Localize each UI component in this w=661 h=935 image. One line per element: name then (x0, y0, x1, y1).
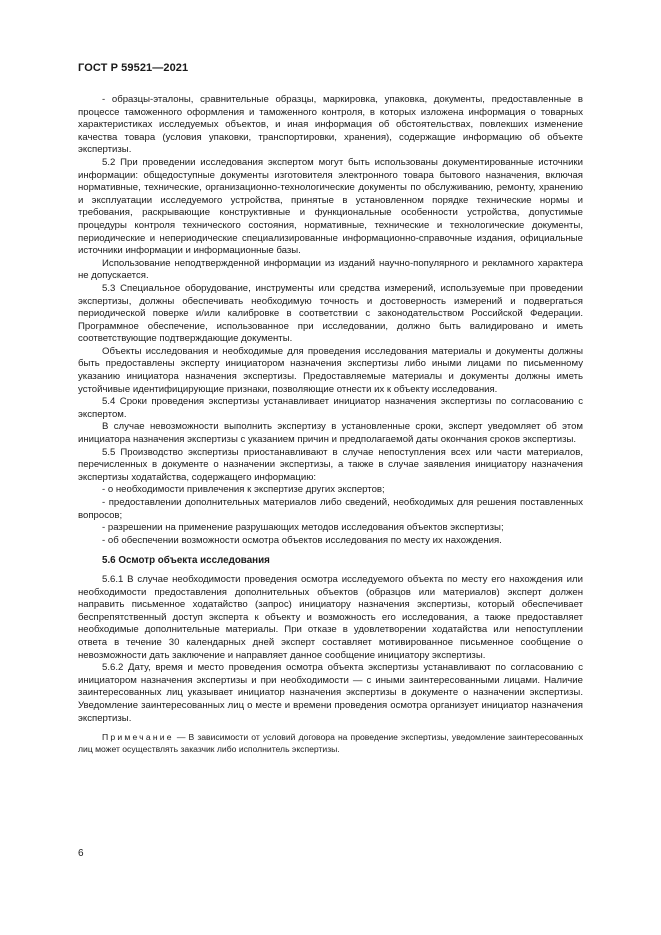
paragraph-5-2: 5.2 При проведении исследования экспертом могут быть использованы документированные источники информации: общедоступные документы изготовителя электронного товара бытового назначения, включая нормативные, технические, организационно-технологические документы по обслуживанию, ремонту, хранению и эксплуатации исследуемого устройства, принятые в установленном порядке технические нормы и требования, раскрывающие конструктивные и функциональные особенности устройства, допустимые процедуры контроля технического состояния, нормативные, технические и технологические документы, периодические и непериодические специализированные информационно-справочные издания, официальные источники информации и информационные базы. (78, 156, 583, 257)
note-text: — В зависимости от условий договора на проведение экспертизы, уведомление заинтересованных лиц может осуществлять заказчик либо исполнитель экспертизы. (78, 732, 583, 754)
document-id: ГОСТ Р 59521—2021 (78, 62, 189, 74)
note-label: Примечание (102, 732, 174, 743)
list-item-destructive: - разрешении на применение разрушающих методов исследования объектов экспертизы; (102, 522, 504, 534)
paragraph-5-4: 5.4 Сроки проведения экспертизы устанавливает инициатор назначения экспертизы по согласованию с экспертом. (78, 396, 583, 420)
paragraph-samples: - образцы-эталоны, сравнительные образцы, маркировка, упаковка, документы, предоставленные в процессе таможенного оформления и таможенного контроля, в которых изложена информация о товарных характеристиках исследуемых объектов, и иная информация об обстоятельствах, повлекших изменение качества товара (условия упаковки, транспортировки, хранения), содержащие информацию об объекте экспертизы. (78, 94, 583, 156)
paragraph-5-5: 5.5 Производство экспертизы приостанавливают в случае непоступления всех или части материалов, перечисленных в документе о назначении экспертизы, а также в случае заявления инициатору назначения экспертизы ходатайства, содержащего информацию: (78, 446, 583, 483)
section-title-5-6: 5.6 Осмотр объекта исследования (102, 555, 270, 567)
page-number: 6 (78, 848, 84, 859)
paragraph-5-3: 5.3 Специальное оборудование, инструменты или средства измерений, используемые при проведении экспертизы, должны обеспечивать необходимую точность и достоверность измерений и подвергаться периодической поверке и/или калибровке в соответствии с законодательством Российской Федерации. Программное обеспечение, использованное при исследовании, должно быть валидировано и иметь соответствующие подтверждающие документы. (78, 282, 583, 345)
note (78, 732, 583, 755)
paragraph-deadline: В случае невозможности выполнить экспертизу в установленные сроки, эксперт уведомляет об этом инициатора назначения экспертизы с указанием причин и предполагаемой даты окончания сроков экспертизы. (78, 421, 583, 446)
list-item-materials: - предоставлении дополнительных материалов либо сведений, необходимых для решения поставленных вопросов; (78, 497, 583, 521)
list-item-inspection: - об обеспечении возможности осмотра объектов исследования по месту их нахождения. (102, 534, 502, 546)
list-item-experts: - о необходимости привлечения к экспертизе других экспертов; (102, 484, 385, 496)
body-text (78, 94, 583, 755)
paragraph-unverified-info: Использование неподтвержденной информации из изданий научно-популярного и рекламного характера не допускается. (78, 257, 583, 282)
paragraph-5-6-2: 5.6.2 Дату, время и место проведения осмотра объекта экспертизы устанавливают по согласованию с инициатором назначения экспертизы и при необходимости — с иными заинтересованными лицами. Наличие заинтересованных лиц указывает инициатор назначения экспертизы в документе о назначении экспертизы. Уведомление заинтересованных лиц о месте и времени проведения осмотра организует инициатор назначения экспертизы. (78, 662, 583, 724)
paragraph-5-6-1: 5.6.1 В случае необходимости проведения осмотра исследуемого объекта по месту его нахождения или необходимости предоставления дополнительных объектов (образцов или материалов) эксперт должен направить письменное ходатайство (запрос) инициатору назначения экспертизы, который обеспечивает беспрепятственный доступ эксперта к объекту и возможность его исследования, а также предоставляет необходимые дополнительные материалы. При отказе в удовлетворении ходатайства или непоступлении ответа в течение 30 календарных дней эксперт составляет мотивированное письменное сообщение о невозможности дать заключение и направляет данное сообщение инициатору экспертизы. (78, 573, 583, 661)
paragraph-objects: Объекты исследования и необходимые для проведения исследования материалы и документы должны быть предоставлены эксперту инициатором назначения экспертизы либо иными лицами по письменному указанию инициатора назначения экспертизы. Предоставляемые материалы и документы должны иметь устойчивые идентифицирующие признаки, позволяющие отнести их к объекту исследования. (78, 345, 583, 395)
